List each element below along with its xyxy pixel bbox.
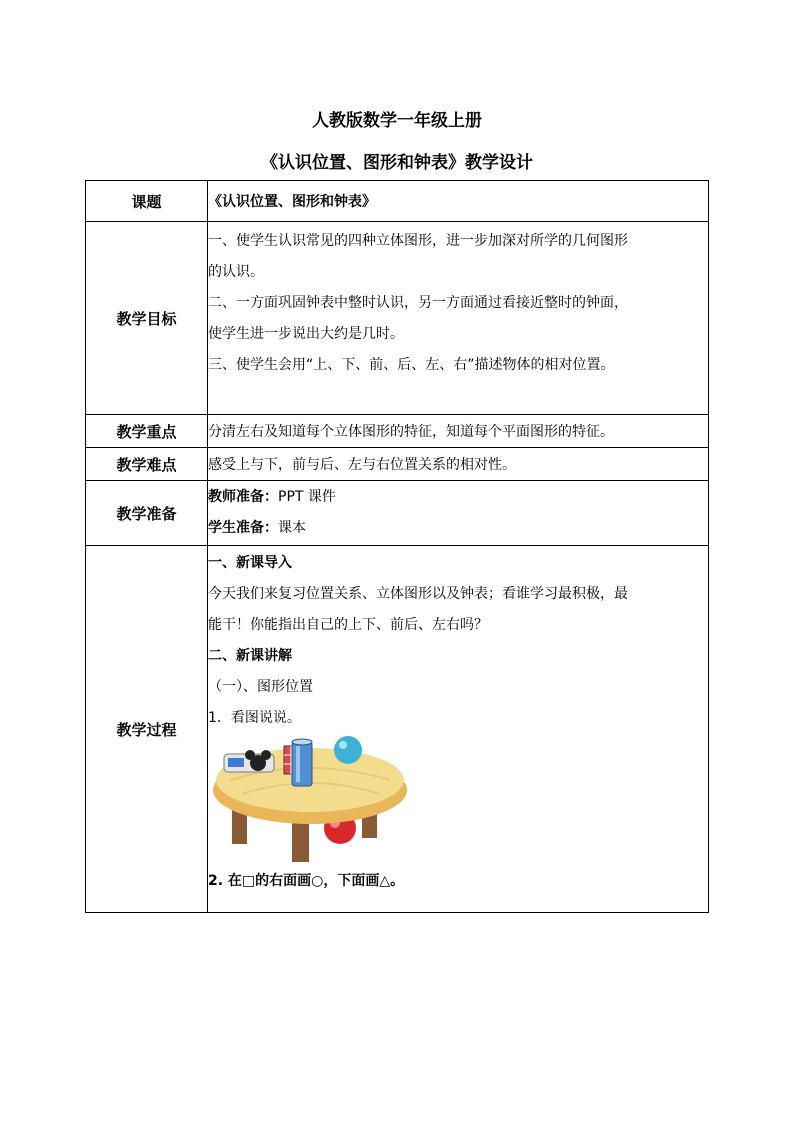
row-process <box>86 546 709 913</box>
intro-text-line: 今天我们来复习位置关系、立体图形以及钟表；看谁学习最积极，最 <box>208 586 628 602</box>
goals-content <box>208 222 709 415</box>
difficulties-value: 感受上与下，前与后、左与右位置关系的相对性。 <box>208 448 709 481</box>
table-illustration <box>212 736 412 866</box>
row-goals <box>86 222 709 415</box>
teacher-prep-label: 教师准备： <box>208 489 278 505</box>
subsection-title: （一）、图形位置 <box>208 679 313 695</box>
goal-line: 的认识。 <box>208 264 264 280</box>
exercise-item: 1．看图说说。 <box>208 710 301 726</box>
document-subtitle: 《认识位置、图形和钟表》教学设计 <box>261 153 533 173</box>
process-content <box>208 546 709 913</box>
student-prep-value: 课本 <box>278 520 306 536</box>
student-prep-label: 学生准备： <box>208 520 278 536</box>
blue-ball <box>334 736 362 764</box>
row-preparation <box>86 481 709 546</box>
row-difficulties <box>86 448 709 481</box>
student-preparation <box>208 513 708 544</box>
lesson-plan-table <box>85 180 709 913</box>
topic-value <box>208 181 709 222</box>
difficulties-label: 教学难点 <box>86 448 208 481</box>
goal-line: 一、使学生认识常见的四种立体图形，进一步加深对所学的几何图形 <box>208 233 628 249</box>
row-key-points <box>86 415 709 448</box>
preparation-label: 教学准备 <box>86 481 208 546</box>
intro-text-line: 能干！你能指出自己的上下、前后、左右吗？ <box>208 617 488 633</box>
teacher-preparation <box>208 482 708 513</box>
topic-label: 课题 <box>86 181 208 222</box>
key-points-value: 分清左右及知道每个立体图形的特征，知道每个平面图形的特征。 <box>208 415 709 448</box>
row-topic <box>86 181 709 222</box>
preparation-content <box>208 481 709 546</box>
goal-line: 三、使学生会用“上、下、前、后、左、右”描述物体的相对位置。 <box>208 357 615 373</box>
exercise-item: 2. 在□的右面画○，下面画△。 <box>208 873 405 889</box>
teacher-prep-value: PPT 课件 <box>278 489 336 505</box>
process-label: 教学过程 <box>86 546 208 913</box>
goals-label: 教学目标 <box>86 222 208 415</box>
topic-text: 《认识位置、图形和钟表》 <box>208 194 376 210</box>
document-title: 人教版数学一年级上册 <box>312 111 482 131</box>
section-lecture-title: 二、新课讲解 <box>208 648 292 664</box>
goal-line: 使学生进一步说出大约是几时。 <box>208 326 404 342</box>
key-points-label: 教学重点 <box>86 415 208 448</box>
section-intro-title: 一、新课导入 <box>208 555 292 571</box>
goal-line: 二、一方面巩固钟表中整时认识，另一方面通过看接近整时的钟面， <box>208 295 628 311</box>
cylinder-cup <box>292 742 312 786</box>
